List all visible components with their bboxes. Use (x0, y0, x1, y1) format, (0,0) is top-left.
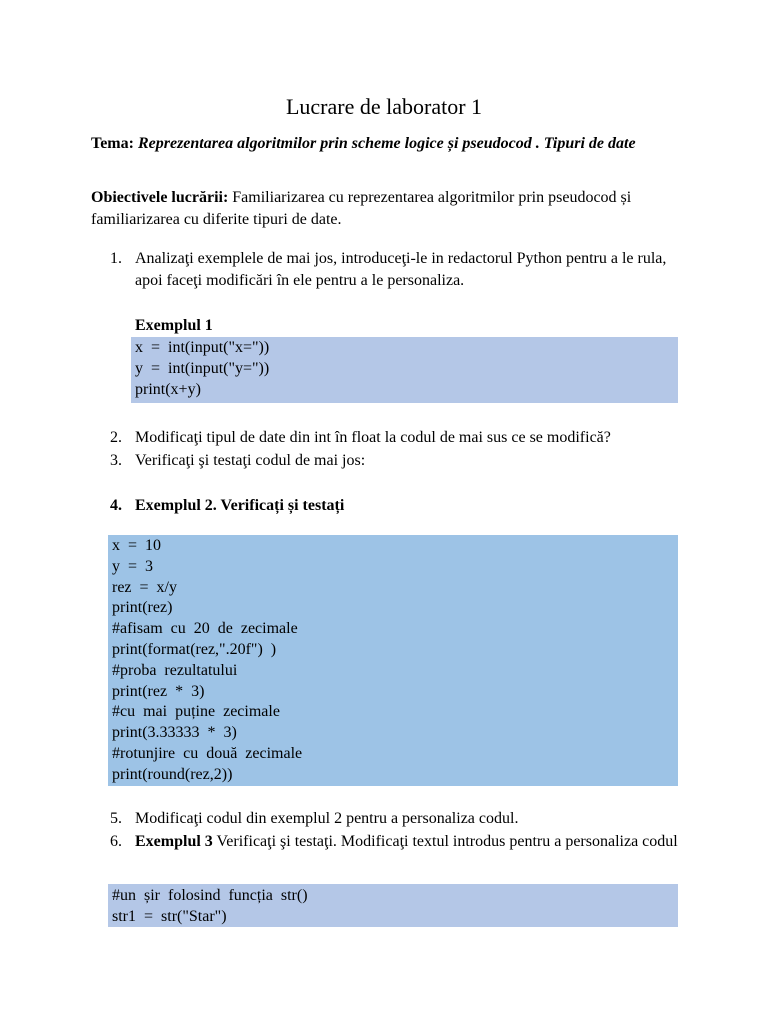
code-line: x = int(input("x=")) (135, 339, 270, 356)
code-line: x = 10 (112, 537, 162, 554)
example1-code-block (131, 337, 678, 403)
example3-label: Exemplul 3 (135, 833, 213, 850)
list-text (135, 831, 681, 853)
code-line: y = int(input("y=")) (135, 360, 270, 377)
code-line: #rotunjire cu două zecimale (112, 744, 303, 762)
example1-heading: Exemplul 1 (135, 317, 213, 334)
list-text: Analizaţi exemplele de mai jos, introduceţi-le in redactorul Python pentru a le rula, apoi faceţi modificări în ele pentru a le personaliza. (135, 250, 667, 289)
list-text: Exemplul 2. Verificați și testați (135, 497, 345, 514)
obiective-paragraph (91, 187, 681, 231)
code-line: #proba rezultatului (112, 661, 238, 679)
list-text: Verificaţi şi testaţi codul de mai jos: (135, 452, 366, 469)
code-line: print(3.33333 * 3) (112, 724, 237, 742)
code-line: rez = x/y (112, 578, 177, 596)
code-line: print(format(rez,".20f") ) (112, 640, 277, 658)
code-line: str1 = str("Star") (112, 908, 227, 925)
example2-code-block (108, 535, 678, 786)
tema-label: Tema: (91, 135, 134, 152)
list-number: 1. (110, 250, 122, 267)
list-number: 3. (110, 452, 122, 469)
example3-instruction: Verificaţi şi testaţi. Modificaţi textul introdus pentru a personaliza codul (212, 833, 678, 850)
code-line: y = 3 (112, 557, 154, 575)
code-line: print(rez * 3) (112, 682, 205, 700)
code-line: #un șir folosind funcția str() (112, 887, 308, 904)
tema-text: Reprezentarea algoritmilor prin scheme logice și pseudocod . Tipuri de date (137, 135, 636, 152)
code-line: print(x+y) (135, 381, 201, 398)
list-number: 6. (110, 833, 122, 850)
code-line: print(rez) (112, 599, 173, 617)
obiective-text: Familiarizarea cu reprezentarea algoritmilor prin pseudocod și familiarizarea cu diferite tipuri de date. (91, 189, 632, 228)
list-text: Modificaţi tipul de date din int în float la codul de mai sus ce se modifică? (135, 429, 611, 446)
code-line: print(round(rez,2)) (112, 765, 233, 783)
tema-paragraph (91, 133, 681, 155)
page-title: Lucrare de laborator 1 (285, 94, 483, 119)
obiective-label: Obiectivele lucrării: (91, 189, 229, 206)
code-line: #afisam cu 20 de zecimale (112, 620, 298, 638)
code-line: #cu mai puține zecimale (112, 703, 280, 721)
list-number: 4. (110, 497, 122, 514)
list-text: Modificaţi codul din exemplul 2 pentru a personaliza codul. (135, 810, 519, 827)
list-number: 5. (110, 810, 122, 827)
list-number: 2. (110, 429, 122, 446)
example3-code-block (108, 884, 678, 927)
